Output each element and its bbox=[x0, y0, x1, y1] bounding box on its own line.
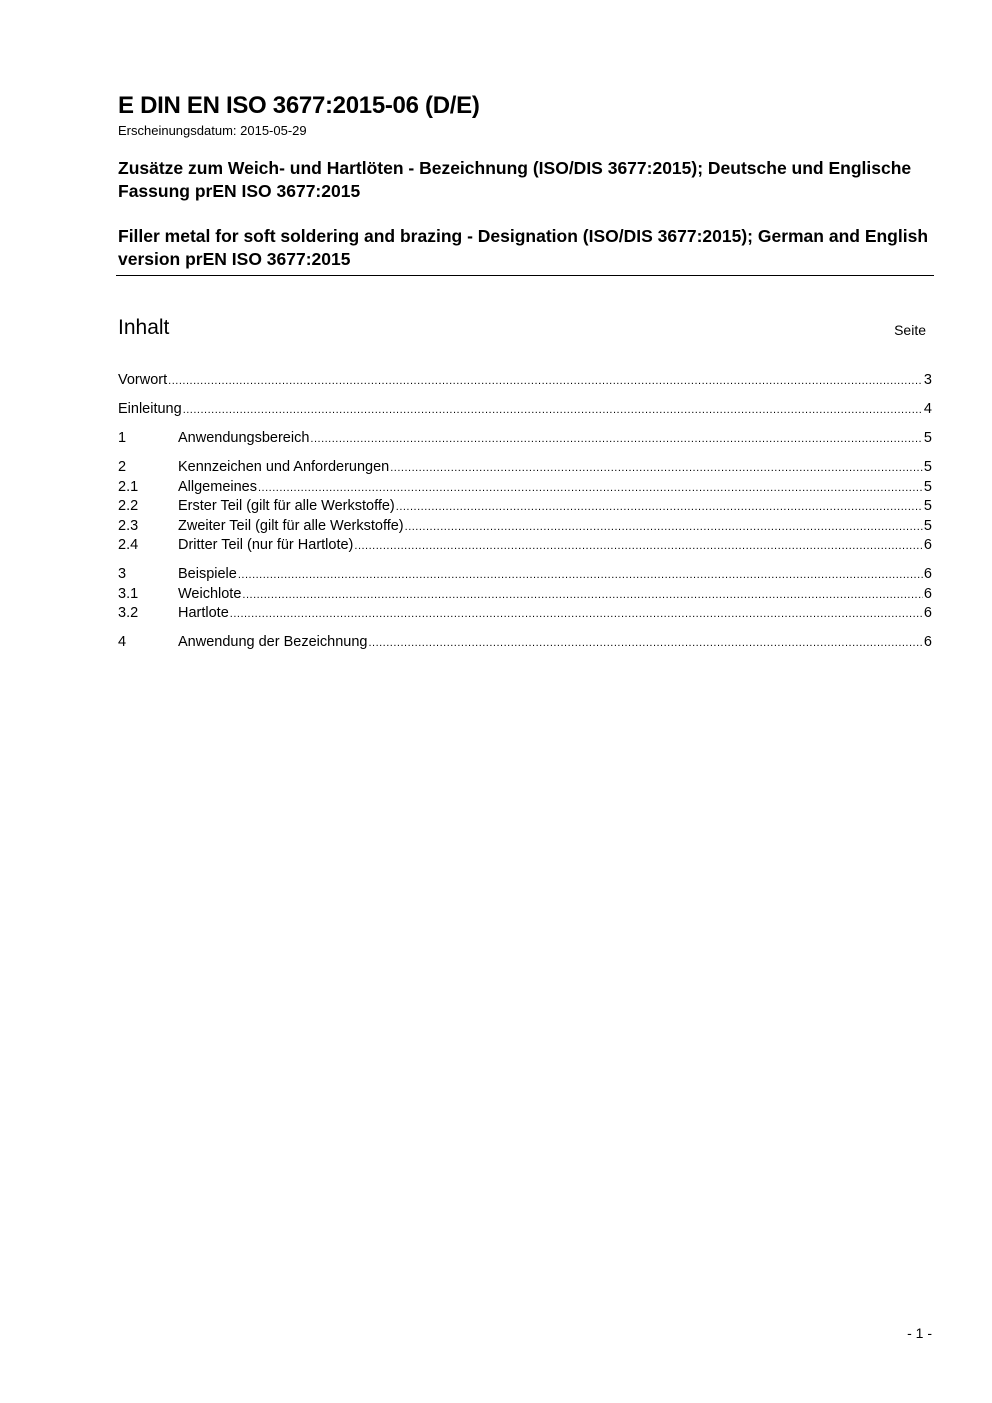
toc-entry-2[interactable] bbox=[118, 458, 932, 478]
toc-leader-dots bbox=[390, 458, 923, 478]
toc-entry-title: Beispiele bbox=[178, 566, 237, 582]
table-of-contents bbox=[118, 371, 932, 653]
toc-leader-dots bbox=[258, 478, 923, 498]
toc-entry-page: 6 bbox=[923, 537, 932, 553]
toc-entry-number: 3.2 bbox=[118, 605, 139, 621]
toc-entry-title: Vorwort bbox=[118, 372, 168, 388]
toc-entry-page: 5 bbox=[923, 517, 932, 534]
toc-leader-dots bbox=[238, 565, 923, 585]
toc-entry-number: 2.3 bbox=[118, 517, 139, 534]
toc-entry-title: Anwendung der Bezeichnung bbox=[178, 634, 368, 650]
toc-entry-page: 5 bbox=[923, 459, 932, 475]
toc-entry-title: Erster Teil (gilt für alle Werkstoffe) bbox=[178, 498, 395, 514]
toc-entry-number: 2.4 bbox=[118, 537, 139, 553]
toc-entry-number: 3.1 bbox=[118, 585, 139, 602]
toc-entry-number: 4 bbox=[118, 634, 127, 650]
toc-entry-title: Allgemeines bbox=[178, 478, 257, 495]
toc-entry-page: 5 bbox=[923, 478, 932, 495]
toc-entry-title: Zweiter Teil (gilt für alle Werkstoffe) bbox=[178, 517, 404, 534]
toc-entry-3-1[interactable] bbox=[118, 585, 932, 605]
toc-leader-dots bbox=[368, 633, 922, 653]
toc-heading-row bbox=[118, 315, 926, 345]
toc-entry-einleitung[interactable] bbox=[118, 400, 932, 420]
title-german: Zusätze zum Weich- und Hartlöten - Bezeichnung (ISO/DIS 3677:2015); Deutsche und Englische Fassung prEN ISO 3677:2015 bbox=[118, 158, 912, 201]
toc-entry-title: Anwendungsbereich bbox=[178, 430, 310, 446]
toc-leader-dots bbox=[354, 536, 923, 556]
toc-entry-page: 4 bbox=[923, 401, 932, 417]
toc-entry-number: 2.1 bbox=[118, 478, 139, 495]
toc-entry-3-2[interactable] bbox=[118, 604, 932, 624]
toc-entry-page: 6 bbox=[923, 585, 932, 602]
title-english: Filler metal for soft soldering and brazing - Designation (ISO/DIS 3677:2015); German and English version prEN ISO 3677:2015 bbox=[118, 226, 929, 269]
toc-leader-dots bbox=[230, 604, 923, 624]
page-number: - 1 - bbox=[907, 1325, 932, 1341]
toc-entry-3[interactable] bbox=[118, 565, 932, 585]
toc-entry-1[interactable] bbox=[118, 429, 932, 449]
toc-entry-page: 6 bbox=[923, 566, 932, 582]
toc-entry-number: 2.2 bbox=[118, 498, 139, 514]
toc-leader-dots bbox=[405, 517, 923, 537]
toc-entry-number: 1 bbox=[118, 430, 127, 446]
toc-entry-page: 5 bbox=[923, 498, 932, 514]
toc-entry-vorwort[interactable] bbox=[118, 371, 932, 391]
toc-entry-number: 3 bbox=[118, 566, 127, 582]
toc-heading: Inhalt bbox=[118, 316, 170, 339]
toc-entry-2-4[interactable] bbox=[118, 536, 932, 556]
header-divider bbox=[116, 275, 934, 276]
toc-entry-number: 2 bbox=[118, 459, 127, 475]
toc-entry-2-2[interactable] bbox=[118, 497, 932, 517]
toc-entry-page: 5 bbox=[923, 430, 932, 446]
toc-page-column-label: Seite bbox=[894, 322, 926, 338]
toc-entry-4[interactable] bbox=[118, 633, 932, 653]
toc-leader-dots bbox=[396, 497, 923, 517]
toc-entry-title: Einleitung bbox=[118, 401, 182, 417]
toc-entry-title: Weichlote bbox=[178, 585, 242, 602]
toc-entry-page: 3 bbox=[923, 372, 932, 388]
document-header bbox=[118, 92, 934, 271]
toc-leader-dots bbox=[310, 429, 923, 449]
toc-entry-page: 6 bbox=[923, 634, 932, 650]
toc-leader-dots bbox=[183, 400, 923, 420]
toc-entry-title: Kennzeichen und Anforderungen bbox=[178, 459, 390, 475]
toc-entry-title: Dritter Teil (nur für Hartlote) bbox=[178, 537, 354, 553]
toc-leader-dots bbox=[242, 585, 923, 605]
publication-date: Erscheinungsdatum: 2015-05-29 bbox=[118, 123, 307, 138]
toc-entry-page: 6 bbox=[923, 605, 932, 621]
toc-entry-2-1[interactable] bbox=[118, 478, 932, 498]
toc-entry-2-3[interactable] bbox=[118, 517, 932, 537]
toc-entry-title: Hartlote bbox=[178, 605, 229, 621]
toc-leader-dots bbox=[168, 371, 923, 391]
document-id: E DIN EN ISO 3677:2015-06 (D/E) bbox=[118, 92, 480, 119]
